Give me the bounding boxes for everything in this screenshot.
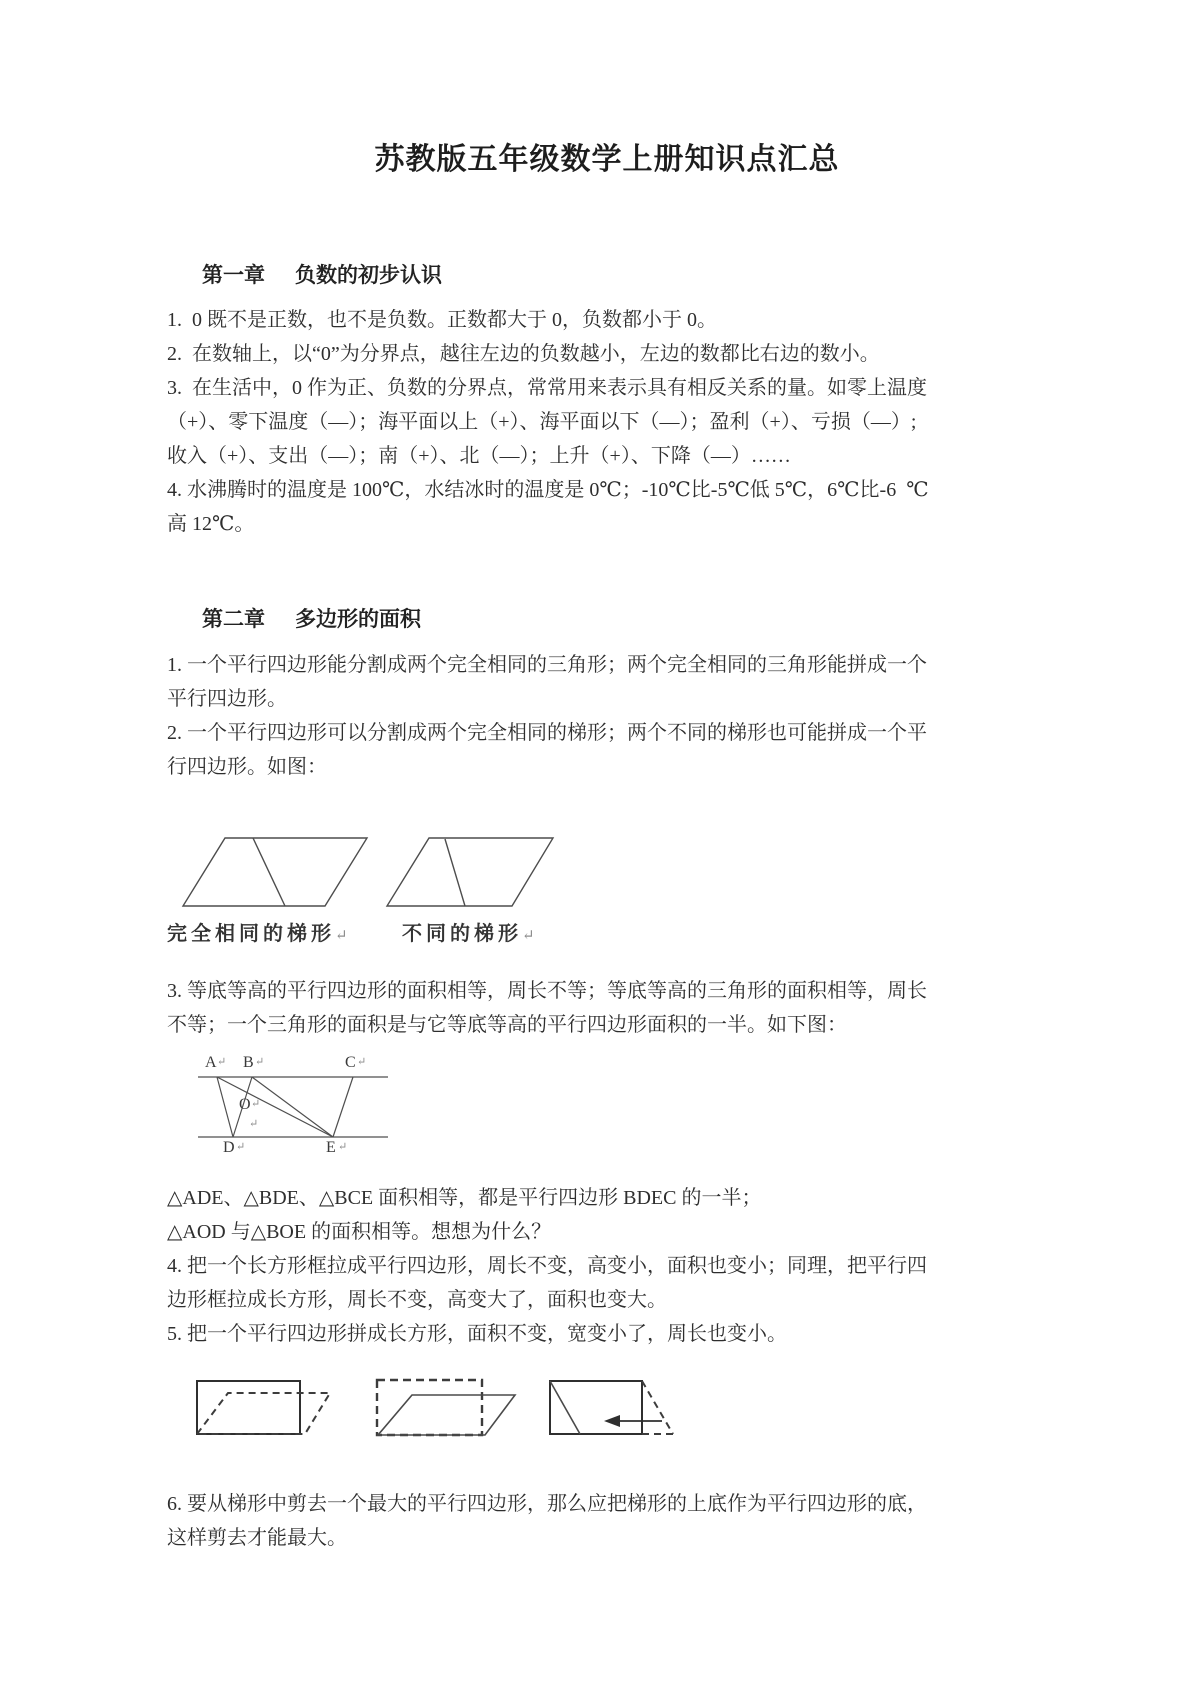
paragraph-line: （+）、零下温度（—）；海平面以上（+）、海平面以下（—）；盈利（+）、亏损（—）; <box>167 411 917 433</box>
move-left-arrow-head <box>604 1415 620 1427</box>
parallelogram-outline-right <box>387 838 553 906</box>
paragraph-line: 5. 把一个平行四边形拼成长方形，面积不变，宽变小了，周长也变小。 <box>167 1323 787 1345</box>
parallelogram-outline-left <box>183 838 367 906</box>
paragraph-line: 2. 一个平行四边形可以分割成两个完全相同的梯形；两个不同的梯形也可能拼成一个平 <box>167 722 927 744</box>
return-mark: ↵ <box>251 1098 261 1110</box>
caption-identical-trapezoids: 完全相同的梯形↵ <box>167 923 348 945</box>
trapezoid-figure-captions <box>167 917 1047 945</box>
return-mark: ↵ <box>255 1056 265 1068</box>
return-mark: ↵ <box>217 1056 227 1068</box>
equal-area-triangles-figure <box>167 1049 417 1154</box>
chapter-2-title: 多边形的面积 <box>295 608 422 631</box>
paragraph-line: 4. 把一个长方形框拉成平行四边形，周长不变，高变小，面积也变小；同理，把平行四 <box>167 1255 927 1277</box>
paragraph-line: 1. 0 既不是正数，也不是负数。正数都大于 0，负数都小于 0。 <box>167 309 717 331</box>
paragraph-line: 收入（+）、支出（—）；南（+）、北（—）；上升（+）、下降（—）…… <box>167 445 791 467</box>
paragraph-line: △ADE、△BDE、△BCE 面积相等，都是平行四边形 BDEC 的一半； <box>167 1187 762 1209</box>
paragraph-line: 3. 在生活中，0 作为正、负数的分界点，常常用来表示具有相反关系的量。如零上温度 <box>167 377 927 399</box>
paragraph-line: △AOD 与△BOE 的面积相等。想想为什么？ <box>167 1221 552 1243</box>
diagonal-cut-line <box>550 1381 580 1434</box>
vertex-label-c: C <box>345 1054 356 1071</box>
return-mark: ↵ <box>236 1141 246 1153</box>
return-mark: ↵ <box>338 1141 348 1153</box>
return-mark: ↵ <box>522 928 535 944</box>
dashed-slant-3 <box>642 1381 673 1434</box>
chapter-1-number: 第一章 <box>202 264 266 287</box>
return-mark: ↵ <box>357 1056 367 1068</box>
chapter-1-paragraph <box>167 303 1047 541</box>
paragraph-line: 边形框拉成长方形，周长不变，高变大了，面积也变大。 <box>167 1289 667 1311</box>
paragraph-line: 行四边形。如图： <box>167 756 327 778</box>
segment-AE <box>217 1077 333 1137</box>
document-content <box>167 0 1047 1555</box>
parallelogram-split-line-right <box>445 839 465 906</box>
vertex-label-e: E <box>326 1139 336 1154</box>
dashed-rectangle-2 <box>377 1380 482 1435</box>
dashed-parallelogram-1 <box>197 1393 330 1434</box>
chapter-2-paragraph-4-5 <box>167 1181 1047 1351</box>
chapter-2-paragraph-1-2 <box>167 648 1047 784</box>
rectangle-parallelogram-pull-figure <box>167 1374 687 1444</box>
vertex-label-b: B <box>243 1054 254 1071</box>
page-title: 苏教版五年级数学上册知识点汇总 <box>374 143 840 176</box>
paragraph-line: 1. 一个平行四边形能分割成两个完全相同的三角形；两个完全相同的三角形能拼成一个 <box>167 654 927 676</box>
paragraph-line: 不等；一个三角形的面积是与它等底等高的平行四边形面积的一半。如下图： <box>167 1014 847 1036</box>
vertex-label-o: O <box>239 1096 251 1113</box>
paragraph-line: 4. 水沸腾时的温度是 100℃，水结冰时的温度是 0℃；-10℃比-5℃低 5℃，6℃比-6 ℃ <box>167 479 929 501</box>
vertex-label-d: D <box>223 1139 235 1154</box>
chapter-2-paragraph-6 <box>167 1487 1047 1555</box>
vertex-label-a: A <box>205 1054 217 1071</box>
trapezoid-split-figure <box>167 828 567 913</box>
solid-rectangle-3 <box>550 1381 642 1434</box>
return-mark: ↵ <box>249 1118 259 1130</box>
parallelogram-split-line-left <box>253 838 285 906</box>
return-mark: ↵ <box>335 928 348 944</box>
segment-BE <box>252 1077 333 1137</box>
paragraph-line: 高 12℃。 <box>167 513 255 535</box>
paragraph-line: 平行四边形。 <box>167 688 287 710</box>
segment-CE <box>333 1077 353 1137</box>
chapter-1-heading <box>167 234 1047 287</box>
paragraph-line: 3. 等底等高的平行四边形的面积相等，周长不等；等底等高的三角形的面积相等，周长 <box>167 980 927 1002</box>
paragraph-line: 这样剪去才能最大。 <box>167 1527 347 1549</box>
chapter-2-heading <box>167 578 1047 631</box>
solid-rectangle-1 <box>197 1381 300 1434</box>
solid-parallelogram-2 <box>378 1395 515 1435</box>
segment-AD <box>217 1077 233 1137</box>
paragraph-line: 2. 在数轴上，以“0”为分界点，越往左边的负数越小，左边的数都比右边的数小。 <box>167 343 880 365</box>
chapter-2-number: 第二章 <box>202 608 266 631</box>
caption-different-trapezoids: 不同的梯形↵ <box>402 923 535 945</box>
paragraph-line: 6. 要从梯形中剪去一个最大的平行四边形，那么应把梯形的上底作为平行四边形的底， <box>167 1493 927 1515</box>
chapter-1-title: 负数的初步认识 <box>295 264 443 287</box>
chapter-2-paragraph-3 <box>167 974 1047 1042</box>
